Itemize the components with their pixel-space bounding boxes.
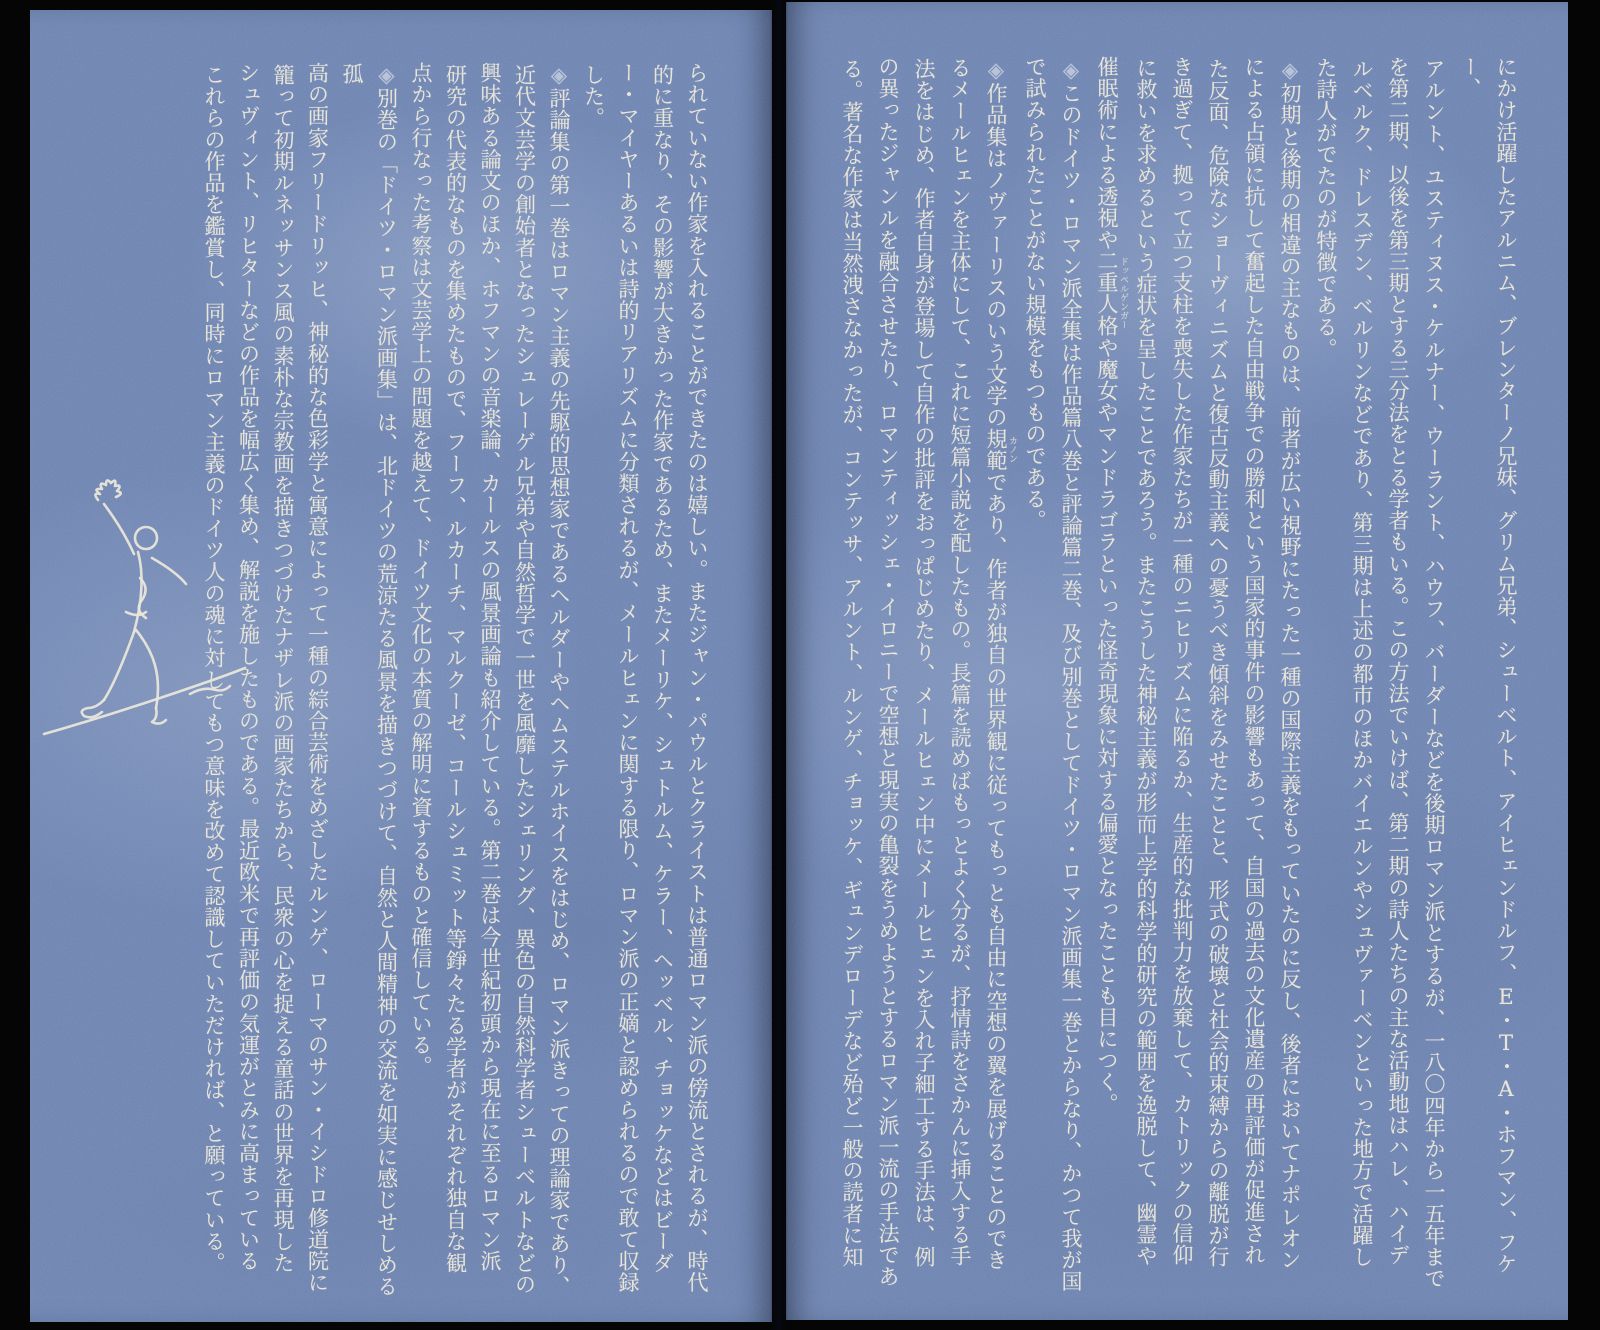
text-column: 的に重なり、その影響が大きかった作家であるため、またメーリケ、シュトルム、ケラー、ヘッベル、チョッケなどはビーダ bbox=[650, 64, 675, 1274]
text-column: た詩人がでたのが特徴である。 bbox=[1314, 57, 1338, 360]
text-column: るメールヒェンを主体にして、これに短篇小説を配したもの。長篇を読めばもっとよく分るが、抒情詩をさかんに挿入する手 bbox=[948, 57, 972, 1267]
text-column: 近代文芸学の創始者となったシュレーゲル兄弟や自然哲学で一世を風靡したシェリング、異色の自然科学者シューベルトなどの bbox=[512, 64, 537, 1296]
left-page-text bbox=[202, 62, 714, 1302]
section-ornament-icon: ◈ bbox=[1278, 58, 1302, 83]
text-column: 点から行なった考察は文芸学上の問題を越えて、ドイツ文化の本質の解明に資するものと確信している。 bbox=[409, 62, 433, 1078]
text-column: ◈このドイツ・ロマン派全集は作品篇八巻と評論篇二巻、及び別巻としてドイツ・ロマン派画集一巻とからなり、かつて我が国 bbox=[1059, 58, 1083, 1293]
text-column: した。 bbox=[581, 64, 606, 129]
text-column: 催眠術による透視や二重人格 ドッペルゲンガーや魔女やマンドラゴラといった怪奇現象に対する偏愛となったことも目につく。 bbox=[1095, 56, 1128, 1115]
text-column: 高の画家フリードリッヒ、神秘的な色彩学と寓意によって一種の綜合芸術をめざしたルンゲ、ローマのサン・イシドロ修道院に bbox=[305, 62, 330, 1294]
left-page bbox=[30, 10, 772, 1322]
text-column: ◈初期と後期の相違の主なものは、前者が広い視野にたった一種の国際主義をもっていたのに反し、後者においてナポレオン bbox=[1278, 58, 1302, 1271]
text-column: られていない作家を入れることができたのは嬉しい。またジャン・パウルとクライストは普通ロマン派の傍流とされるが、時代 bbox=[685, 62, 709, 1294]
text-column: の異ったジャンルを融合させたり、ロマンティッシェ・イロニーで空想と現実の亀裂をうめようとするロマン派一流の手法であ bbox=[876, 56, 900, 1288]
text-column: による占領に抗して奮起した自由戦争での勝利という国家的事件の影響もあって、自国の過去の文化遺産の再評価が促進され bbox=[1242, 56, 1266, 1266]
text-column: を第二期、以後を第三期とする三分法をとる学者もいる。この方法でいけば、第二期の詩人たちの主な活動地はハレ、ハイデ bbox=[1386, 56, 1410, 1266]
text-column: シュヴィント、リヒターなどの作品を幅広く集め、解説を施したものである。最近欧米で再評価の気運がとみに高まっている bbox=[236, 62, 261, 1272]
text-column: た反面、危険なショーヴィニズムと復古反動主義への憂うべき傾斜をみせたことと、形式の破壊と社会的束縛からの離脱が行 bbox=[1206, 58, 1230, 1268]
text-column: ◈作品集はノヴァーリスのいう文学の規範 カノンであり、作者が独自の世界観に従ってもっとも自由に空想の翼を展げることのでき bbox=[984, 58, 1017, 1271]
text-column: で試みられたことがない規模をもつものである。 bbox=[1023, 56, 1047, 532]
text-column: 法をはじめ、作者自身が登場して自作の批評をおっぱじめたり、メールヒェン中にメールヒェンを入れ子細工する手法は、例 bbox=[912, 58, 936, 1268]
ruby-annotation: 規範 カノン bbox=[984, 428, 1017, 472]
text-column: き過ぎて、拠って立つ支柱を喪失した作家たちが一種のニヒリズムに陥るか、生産的な批判力を放棄して、カトリックの信仰 bbox=[1170, 56, 1194, 1266]
section-ornament-icon: ◈ bbox=[547, 63, 571, 88]
text-column: ルベルク、ドレスデン、ベルリンなどであり、第三期は上述の都市のほかバイエルンやシュヴァーベンといった地方で活躍し bbox=[1350, 58, 1374, 1268]
text-column: 研究の代表的なものを集めたもので、フーフ、ルカーチ、マルクーゼ、コールシュミット等錚々たる学者がそれぞれ独自な観 bbox=[443, 64, 468, 1274]
text-column: アルント、ユスティヌス・ケルナー、ウーラント、ハウフ、バーダーなどを後期ロマン派とするが、一八〇四年から一五年まで bbox=[1422, 58, 1446, 1290]
text-column: 籠って初期ルネッサンス風の素朴な宗教画を描きつづけたナザレ派の画家たちから、民衆の心を捉える童話の世界を再現した bbox=[271, 64, 295, 1274]
right-page bbox=[786, 2, 1568, 1320]
section-ornament-icon: ◈ bbox=[984, 58, 1008, 83]
ruby-annotation: 二重人格 ドッペルゲンガー bbox=[1095, 250, 1128, 337]
latin-initials: E・T・A bbox=[1494, 984, 1518, 1102]
text-column: 興味ある論文のほか、ホフマンの音楽論、カールスの風景画論も紹介している。第二巻は今世紀初頭から現在に至るロマン派 bbox=[478, 62, 502, 1272]
right-page-text bbox=[840, 56, 1524, 1296]
text-column: る。著名な作家は当然洩さなかったが、コンテッサ、アルント、ルンゲ、チョッケ、ギュンデローデなど殆ど一般の読者に知 bbox=[840, 58, 864, 1268]
text-column: ◈評論集の第一巻はロマン主義の先駆的思想家であるヘルダーやヘムステルホイスをはじめ、ロマン派きっての理論家であり、 bbox=[547, 63, 571, 1298]
text-column: ー・マイヤーあるいは詩的リアリズムに分類されるが、メールヒェンに関する限り、ロマン派の正嫡と認められるので敢て収録 bbox=[616, 62, 640, 1294]
text-column: にかけ活躍したアルニム、ブレンターノ兄妹、グリム兄弟、シューベルト、アイヒェンドルフ、E・T・A・ホフマン、フケー、 bbox=[1458, 56, 1518, 1275]
text-column: ◈別巻の「ドイツ・ロマン派画集」は、北ドイツの荒涼たる風景を描きつづけて、自然と人間精神の交流を如実に感じせしめる孤 bbox=[340, 63, 399, 1298]
section-ornament-icon: ◈ bbox=[374, 63, 399, 88]
section-ornament-icon: ◈ bbox=[1059, 58, 1083, 83]
text-column: に救いを求めるという症状を呈したことであろう。またこうした神秘主義が形而上学的科学的研究の範囲を逸脱して、幽霊や bbox=[1134, 57, 1158, 1267]
text-column: これらの作品を鑑賞し、同時にロマン主義のドイツ人の魂に対してもつ意味を改めて認識していただければ、と願っている。 bbox=[202, 64, 226, 1274]
page-gutter-shadow bbox=[770, 0, 788, 1330]
